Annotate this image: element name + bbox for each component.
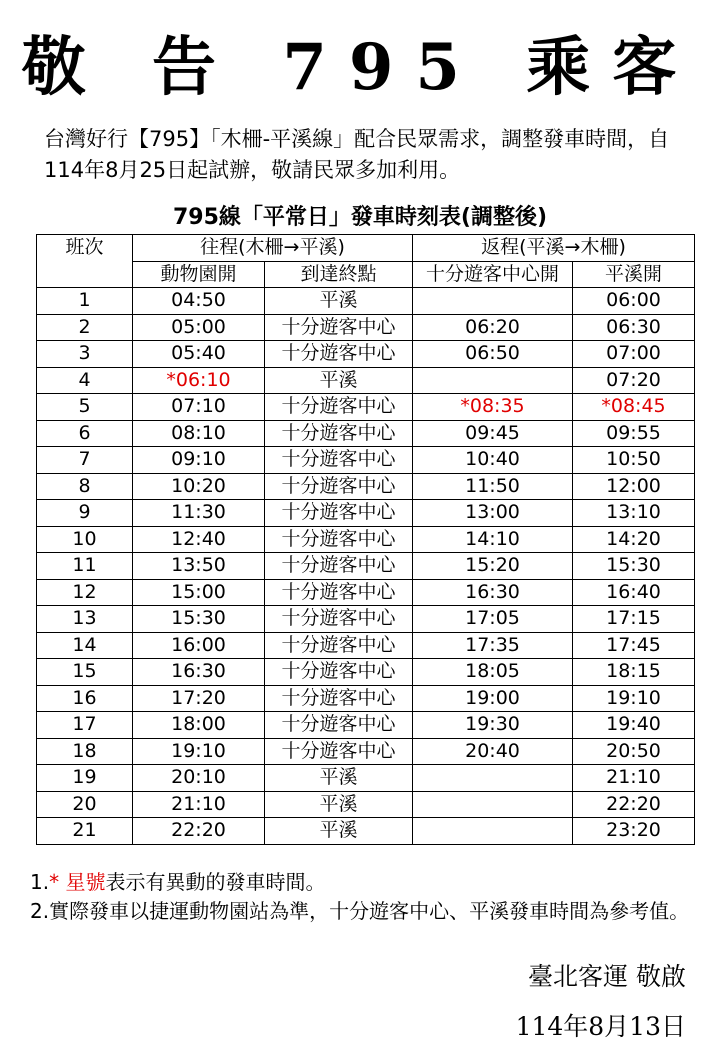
cell-shifen-depart: 06:50 [413, 341, 573, 368]
cell-terminal: 十分遊客中心 [265, 712, 413, 739]
cell-run: 6 [37, 420, 133, 447]
cell-zoo-depart: 08:10 [133, 420, 265, 447]
cell-shifen-depart: 19:30 [413, 712, 573, 739]
cell-terminal: 十分遊客中心 [265, 314, 413, 341]
cell-run: 13 [37, 606, 133, 633]
table-row [37, 659, 695, 686]
cell-terminal: 平溪 [265, 791, 413, 818]
cell-zoo-depart: 19:10 [133, 738, 265, 765]
cell-terminal: 十分遊客中心 [265, 526, 413, 553]
cell-zoo-depart: 13:50 [133, 553, 265, 580]
table-row [37, 738, 695, 765]
cell-shifen-depart [413, 818, 573, 845]
cell-zoo-depart: 05:00 [133, 314, 265, 341]
table-row [37, 394, 695, 421]
page-title: 敬 告 795 乘客 [21, 30, 699, 105]
cell-shifen-depart [413, 367, 573, 394]
cell-terminal: 十分遊客中心 [265, 685, 413, 712]
cell-pingxi-depart: 19:10 [573, 685, 695, 712]
notes [30, 868, 690, 926]
cell-zoo-depart: 21:10 [133, 791, 265, 818]
cell-run: 19 [37, 765, 133, 792]
cell-zoo-depart: 20:10 [133, 765, 265, 792]
cell-zoo-depart: 16:30 [133, 659, 265, 686]
cell-shifen-depart: 09:45 [413, 420, 573, 447]
table-row [37, 367, 695, 394]
cell-run: 18 [37, 738, 133, 765]
signature [516, 952, 686, 1052]
cell-pingxi-depart: 15:30 [573, 553, 695, 580]
cell-pingxi-depart: 17:45 [573, 632, 695, 659]
cell-pingxi-depart: 20:50 [573, 738, 695, 765]
cell-shifen-depart: 15:20 [413, 553, 573, 580]
cell-run: 20 [37, 791, 133, 818]
cell-zoo-depart: 22:20 [133, 818, 265, 845]
cell-shifen-depart [413, 288, 573, 315]
cell-terminal: 十分遊客中心 [265, 473, 413, 500]
cell-zoo-depart: 10:20 [133, 473, 265, 500]
cell-terminal: 十分遊客中心 [265, 553, 413, 580]
cell-pingxi-depart: 13:10 [573, 500, 695, 527]
cell-run: 14 [37, 632, 133, 659]
cell-terminal: 十分遊客中心 [265, 606, 413, 633]
cell-terminal: 十分遊客中心 [265, 579, 413, 606]
cell-pingxi-depart: 09:55 [573, 420, 695, 447]
cell-shifen-depart: 17:35 [413, 632, 573, 659]
table-title: 795線「平常日」發車時刻表(調整後) [172, 205, 548, 230]
cell-run: 15 [37, 659, 133, 686]
cell-terminal: 十分遊客中心 [265, 632, 413, 659]
table-row [37, 765, 695, 792]
cell-run: 16 [37, 685, 133, 712]
cell-pingxi-depart: 14:20 [573, 526, 695, 553]
cell-zoo-depart: 15:30 [133, 606, 265, 633]
table-row [37, 818, 695, 845]
cell-pingxi-depart: 17:15 [573, 606, 695, 633]
cell-run: 1 [37, 288, 133, 315]
cell-shifen-depart: 18:05 [413, 659, 573, 686]
cell-run: 2 [37, 314, 133, 341]
cell-terminal: 平溪 [265, 765, 413, 792]
cell-pingxi-depart: 07:20 [573, 367, 695, 394]
cell-zoo-depart: 05:40 [133, 341, 265, 368]
header-pingxi-depart: 平溪開 [573, 261, 695, 288]
cell-run: 21 [37, 818, 133, 845]
header-zoo-depart: 動物園開 [133, 261, 265, 288]
cell-run: 10 [37, 526, 133, 553]
cell-run: 3 [37, 341, 133, 368]
cell-zoo-depart: 04:50 [133, 288, 265, 315]
table-row [37, 341, 695, 368]
cell-run: 8 [37, 473, 133, 500]
cell-shifen-depart [413, 765, 573, 792]
cell-run: 7 [37, 447, 133, 474]
cell-shifen-depart [413, 791, 573, 818]
cell-pingxi-depart: 10:50 [573, 447, 695, 474]
cell-pingxi-depart: 06:00 [573, 288, 695, 315]
cell-shifen-depart: 11:50 [413, 473, 573, 500]
cell-zoo-depart: 09:10 [133, 447, 265, 474]
cell-terminal: 十分遊客中心 [265, 447, 413, 474]
cell-pingxi-depart: 16:40 [573, 579, 695, 606]
cell-terminal: 十分遊客中心 [265, 341, 413, 368]
table-row [37, 447, 695, 474]
table-row [37, 314, 695, 341]
note-1-number: 1. [30, 870, 50, 894]
table-row [37, 420, 695, 447]
schedule-rows [37, 288, 695, 845]
table-row [37, 685, 695, 712]
cell-pingxi-depart: 07:00 [573, 341, 695, 368]
cell-terminal: 平溪 [265, 367, 413, 394]
cell-terminal: 十分遊客中心 [265, 738, 413, 765]
cell-zoo-depart: 15:00 [133, 579, 265, 606]
cell-zoo-depart: 11:30 [133, 500, 265, 527]
cell-terminal: 平溪 [265, 288, 413, 315]
table-row [37, 473, 695, 500]
table-row [37, 553, 695, 580]
signature-org: 臺北客運 敬啟 [528, 962, 686, 991]
note-1-star: * 星號 [49, 870, 106, 894]
cell-shifen-depart: 17:05 [413, 606, 573, 633]
cell-pingxi-depart: *08:45 [573, 394, 695, 421]
cell-zoo-depart: 17:20 [133, 685, 265, 712]
cell-pingxi-depart: 06:30 [573, 314, 695, 341]
cell-terminal: 十分遊客中心 [265, 420, 413, 447]
table-row [37, 526, 695, 553]
header-outbound: 往程(木柵→平溪) [133, 235, 413, 262]
cell-shifen-depart: *08:35 [413, 394, 573, 421]
cell-terminal: 十分遊客中心 [265, 500, 413, 527]
table-row [37, 791, 695, 818]
cell-pingxi-depart: 19:40 [573, 712, 695, 739]
cell-shifen-depart: 20:40 [413, 738, 573, 765]
cell-run: 4 [37, 367, 133, 394]
cell-shifen-depart: 13:00 [413, 500, 573, 527]
cell-shifen-depart: 10:40 [413, 447, 573, 474]
cell-pingxi-depart: 12:00 [573, 473, 695, 500]
cell-zoo-depart: 16:00 [133, 632, 265, 659]
cell-run: 9 [37, 500, 133, 527]
cell-pingxi-depart: 23:20 [573, 818, 695, 845]
header-run: 班次 [37, 235, 133, 288]
cell-zoo-depart: 07:10 [133, 394, 265, 421]
cell-shifen-depart: 16:30 [413, 579, 573, 606]
signature-date: 114年8月13日 [515, 1012, 686, 1041]
cell-zoo-depart: 12:40 [133, 526, 265, 553]
schedule-table [36, 234, 695, 845]
cell-zoo-depart: 18:00 [133, 712, 265, 739]
table-row [37, 606, 695, 633]
cell-pingxi-depart: 22:20 [573, 791, 695, 818]
cell-terminal: 平溪 [265, 818, 413, 845]
header-terminal: 到達終點 [265, 261, 413, 288]
intro-paragraph: 台灣好行【795】「木柵-平溪線」配合民眾需求，調整發車時間，自114年8月25日起試辦，敬請民眾多加利用。 [44, 127, 670, 182]
cell-run: 5 [37, 394, 133, 421]
table-row [37, 500, 695, 527]
cell-run: 11 [37, 553, 133, 580]
note-2: 2.實際發車以捷運動物園站為準，十分遊客中心、平溪發車時間為參考值。 [30, 899, 690, 923]
header-return: 返程(平溪→木柵) [413, 235, 695, 262]
header-shifen-depart: 十分遊客中心開 [413, 261, 573, 288]
cell-shifen-depart: 06:20 [413, 314, 573, 341]
cell-run: 17 [37, 712, 133, 739]
table-row [37, 632, 695, 659]
cell-terminal: 十分遊客中心 [265, 394, 413, 421]
cell-terminal: 十分遊客中心 [265, 659, 413, 686]
cell-pingxi-depart: 21:10 [573, 765, 695, 792]
cell-shifen-depart: 19:00 [413, 685, 573, 712]
table-row [37, 288, 695, 315]
cell-pingxi-depart: 18:15 [573, 659, 695, 686]
table-row [37, 712, 695, 739]
note-1 [30, 868, 690, 897]
cell-run: 12 [37, 579, 133, 606]
table-row [37, 579, 695, 606]
note-1-text: 表示有異動的發車時間。 [105, 870, 326, 894]
cell-zoo-depart: *06:10 [133, 367, 265, 394]
cell-shifen-depart: 14:10 [413, 526, 573, 553]
